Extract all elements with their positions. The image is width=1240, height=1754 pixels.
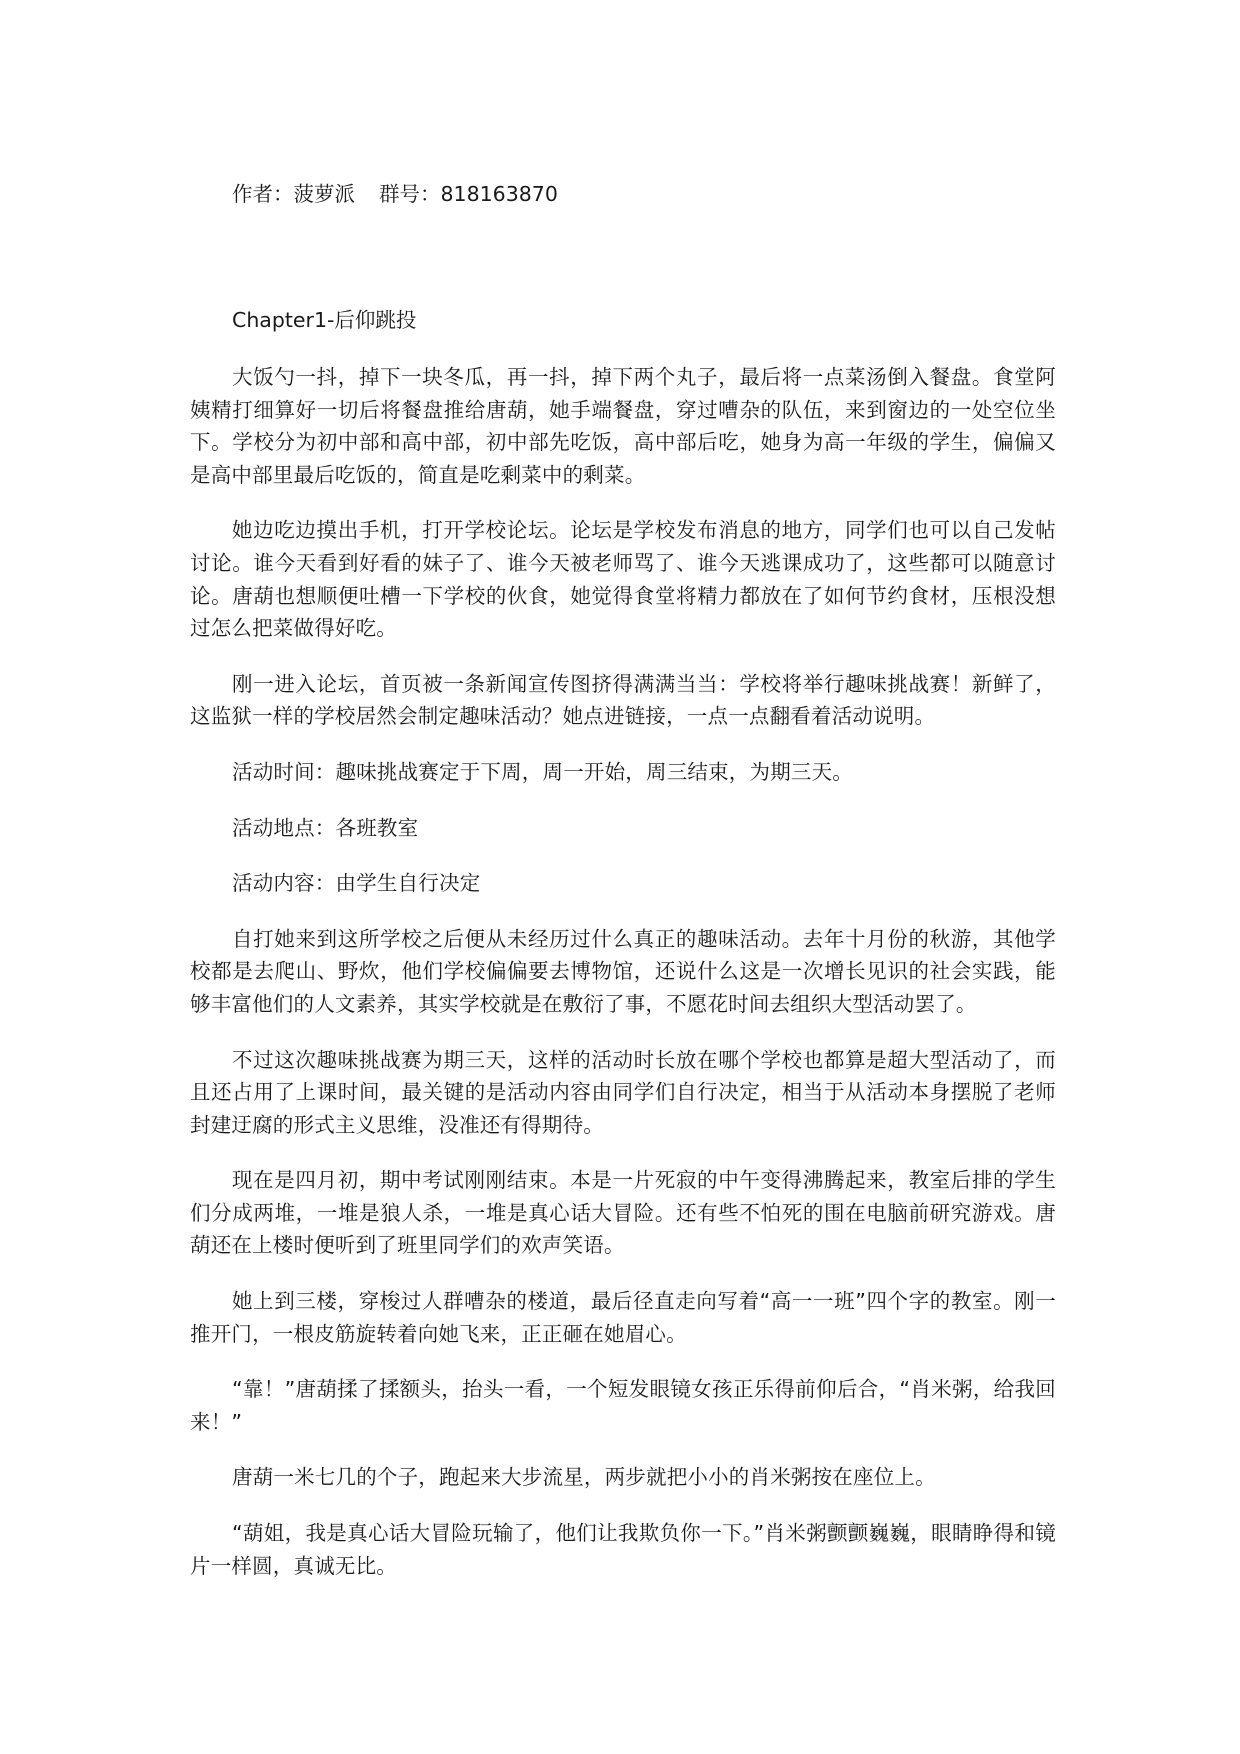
paragraph: 她上到三楼，穿梭过人群嘈杂的楼道，最后径直走向写着“高一一班”四个字的教室。刚一推开门，一根皮筋旋转着向她飞来，正正砸在她眉心。 (190, 1289, 1056, 1346)
paragraph: 刚一进入论坛，首页被一条新闻宣传图挤得满满当当：学校将举行趣味挑战赛！新鲜了，这监狱一样的学校居然会制定趣味活动？她点进链接，一点一点翻看着活动说明。 (190, 671, 1056, 729)
paragraph: 她边吃边摸出手机，打开学校论坛。论坛是学校发布消息的地方，同学们也可以自己发帖讨论。谁今天看到好看的妹子了、谁今天被老师骂了、谁今天逃课成功了，这些都可以随意讨论。唐葫也想顺便吐槽一下学校的伙食，她觉得食堂将精力都放在了如何节约食材，压根没想过怎么把菜做得好吃。 (190, 518, 1056, 641)
paragraph: 唐葫一米七几的个子，跑起来大步流星，两步就把小小的肖米粥按在座位上。 (232, 1465, 936, 1490)
chapter-title: Chapter1-后仰跳投 (232, 308, 417, 332)
paragraph: 活动内容：由学生自行决定 (232, 871, 481, 896)
document-page (190, 178, 1056, 1582)
author-label: 作者： (232, 182, 294, 206)
paragraph: 大饭勺一抖，掉下一块冬瓜，再一抖，掉下两个丸子，最后将一点菜汤倒入餐盘。食堂阿姨精打细算好一切后将餐盘推给唐葫，她手端餐盘，穿过嘈杂的队伍，来到窗边的一处空位坐下。学校分为初中部和高中部，初中部先吃饭，高中部后吃，她身为高一年级的学生，偏偏又是高中部里最后吃饭的，简直是吃剩菜中的剩菜。 (190, 365, 1056, 487)
author-line (190, 178, 1056, 211)
paragraph: “葫姐，我是真心话大冒险玩输了，他们让我欺负你一下。”肖米粥颤颤巍巍，眼睛睁得和镜片一样圆，真诚无比。 (190, 1521, 1056, 1578)
paragraph: “靠！”唐葫揉了揉额头，抬头一看，一个短发眼镜女孩正乐得前仰后合，“肖米粥，给我回来！” (190, 1377, 1056, 1434)
group-label: 群号： (379, 182, 441, 206)
paragraph: 自打她来到这所学校之后便从未经历过什么真正的趣味活动。去年十月份的秋游，其他学校都是去爬山、野炊，他们学校偏偏要去博物馆，还说什么这是一次增长见识的社会实践，能够丰富他们的人文素养，其实学校就是在敷衍了事，不愿花时间去组织大型活动罢了。 (190, 926, 1056, 1016)
group-number: 818163870 (440, 182, 558, 206)
author-name: 菠萝派 (293, 182, 355, 206)
paragraph: 现在是四月初，期中考试刚刚结束。本是一片死寂的中午变得沸腾起来，教室后排的学生们分成两堆，一堆是狼人杀，一堆是真心话大冒险。还有些不怕死的围在电脑前研究游戏。唐葫还在上楼时便听到了班里同学们的欢声笑语。 (190, 1168, 1056, 1258)
paragraph: 不过这次趣味挑战赛为期三天，这样的活动时长放在哪个学校也都算是超大型活动了，而且还占用了上课时间，最关键的是活动内容由同学们自行决定，相当于从活动本身摆脱了老师封建迂腐的形式主义思维，没准还有得期待。 (190, 1047, 1056, 1137)
paragraph: 活动时间：趣味挑战赛定于下周，周一开始，周三结束，为期三天。 (232, 759, 853, 784)
paragraph: 活动地点：各班教室 (232, 815, 419, 840)
